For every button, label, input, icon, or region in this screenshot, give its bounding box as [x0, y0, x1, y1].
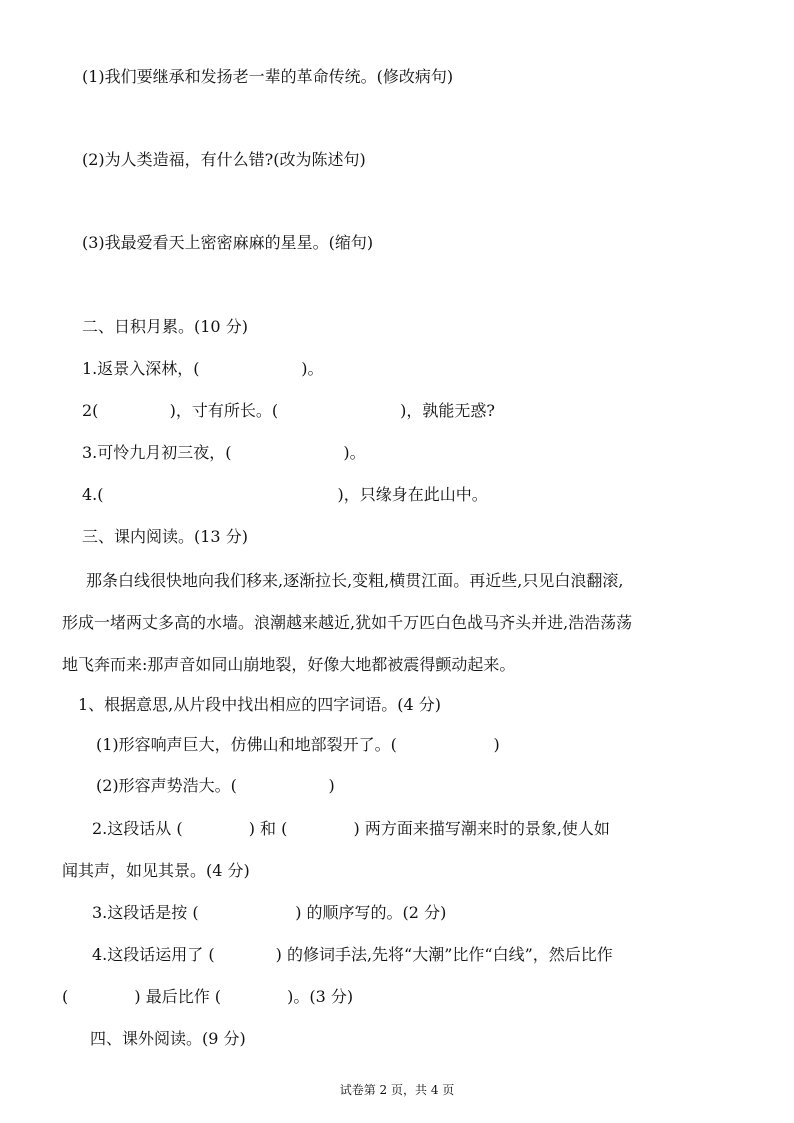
question-4-line-2: ( ) 最后比作 ( )。(3 分): [62, 987, 354, 1006]
poem-item-1: 1.返景入深林，( )。: [82, 359, 324, 378]
question-1-a: (1)形容响声巨大，仿佛山和地部裂开了。( ): [96, 735, 500, 754]
question-2-line-2: 闻其声，如见其景。(4 分): [62, 861, 250, 880]
section-3-heading: 三、课内阅读。(13 分): [82, 527, 248, 546]
question-4-line-1: 4.这段话运用了 ( ) 的修词手法,先将“大潮”比作“白线”，然后比作: [92, 945, 613, 964]
sentence-2: (2)为人类造福，有什么错?(改为陈述句): [82, 150, 366, 169]
question-1-b: (2)形容声势浩大。( ): [96, 776, 335, 795]
passage-line-2: 形成一堵两丈多高的水墙。浪潮越来越近,犹如千万匹白色战马齐头并进,浩浩荡荡: [62, 613, 633, 632]
question-2-line-1: 2.这段话从 ( ) 和 ( ) 两方面来描写潮来时的景象,使人如: [92, 819, 610, 838]
sentence-1: (1)我们要继承和发扬老一辈的革命传统。(修改病句): [82, 67, 454, 86]
question-1: 1、根据意思,从片段中找出相应的四字词语。(4 分): [78, 695, 442, 714]
section-4-heading: 四、课外阅读。(9 分): [90, 1029, 246, 1048]
question-3: 3.这段话是按 ( ) 的顺序写的。(2 分): [92, 903, 447, 922]
passage-line-1: 那条白线很快地向我们移来,逐渐拉长,变粗,横贯江面。再近些,只见白浪翻滚,: [86, 571, 624, 590]
poem-item-4: 4.( )，只缘身在此山中。: [82, 485, 488, 504]
sentence-3: (3)我最爱看天上密密麻麻的星星。(缩句): [82, 233, 374, 252]
passage-line-3: 地飞奔而来:那声音如同山崩地裂，好像大地都被震得颤动起来。: [62, 655, 516, 674]
poem-item-2: 2( )，寸有所长。( )，孰能无惑?: [82, 401, 495, 420]
poem-item-3: 3.可怜九月初三夜，( )。: [82, 443, 366, 462]
page-footer: 试卷第 2 页，共 4 页: [339, 1083, 455, 1097]
section-2-heading: 二、日积月累。(10 分): [82, 317, 248, 336]
